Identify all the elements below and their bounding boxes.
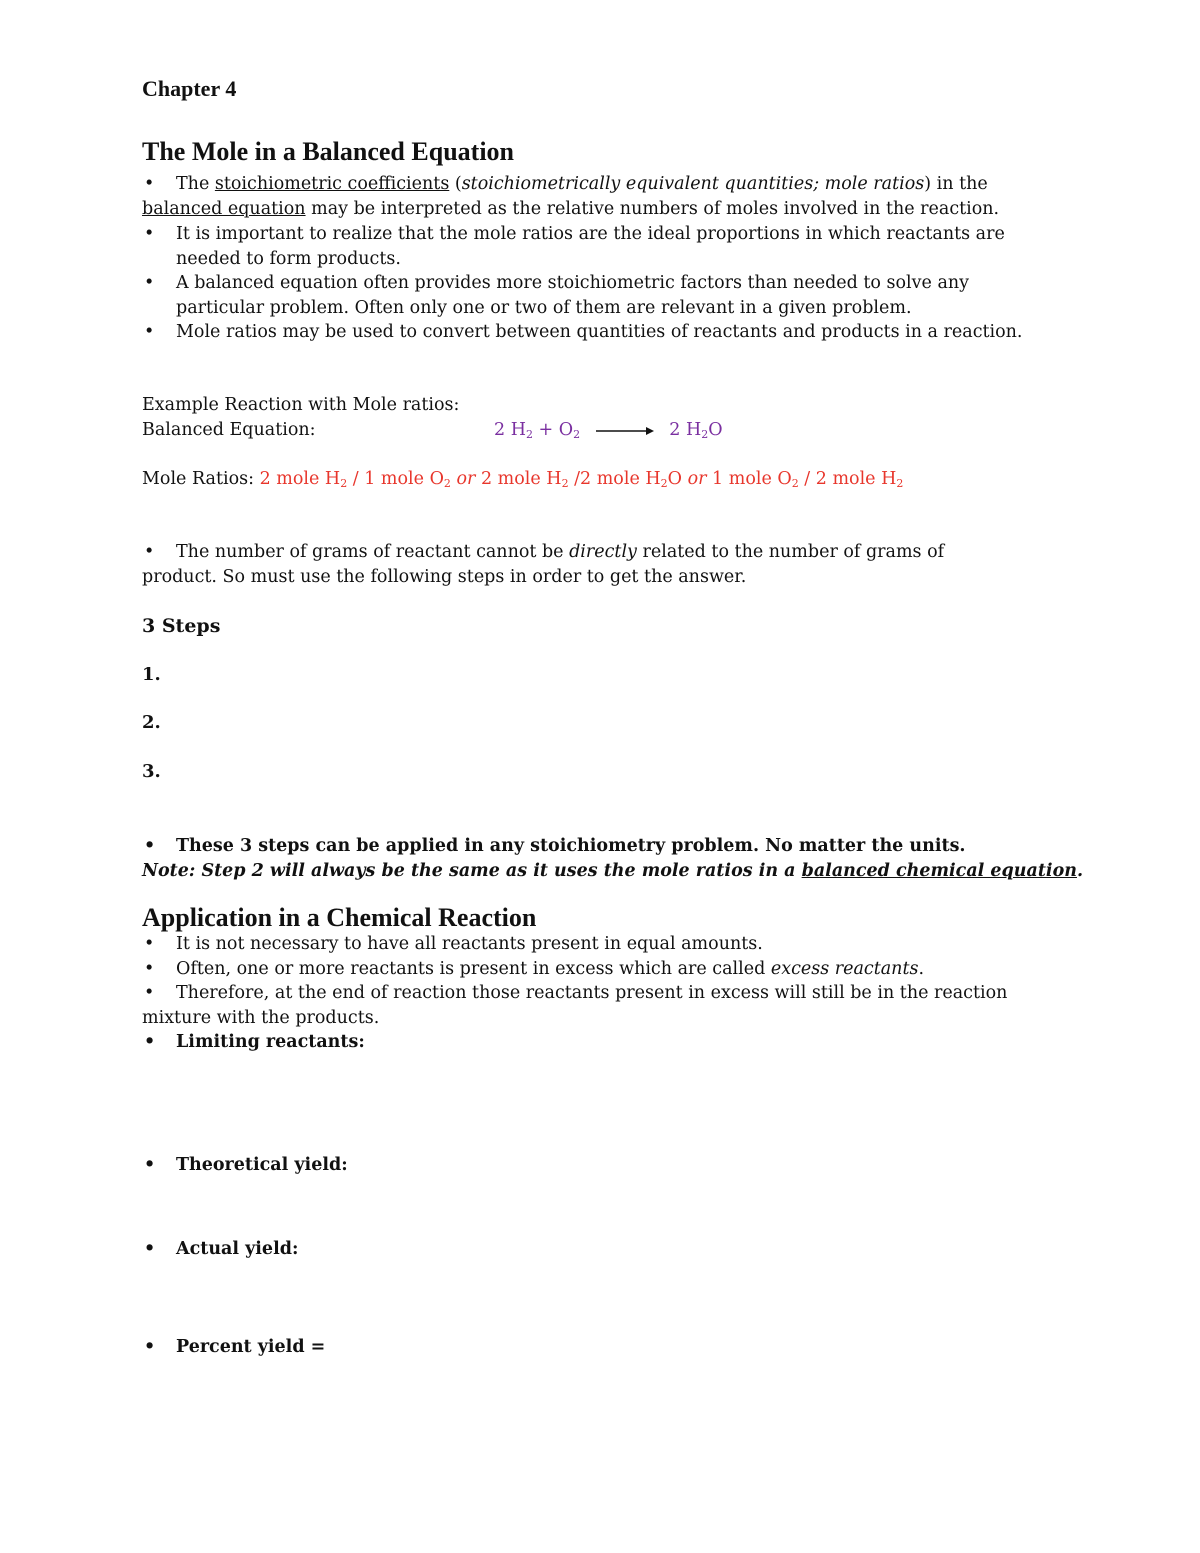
bullet-actual-yield: • Actual yield: <box>142 1237 1062 1262</box>
step2-note: Note: Step 2 will always be the same as it uses the mole ratios in a balanced chemical equation. <box>142 861 1084 881</box>
bullet-percent-yield: • Percent yield = <box>142 1335 1062 1360</box>
bullet-glyph: • <box>144 1239 156 1259</box>
grams-continuation: product. So must use the following steps in order to get the answer. <box>142 567 747 587</box>
bullet-limiting-reactants: • Limiting reactants: <box>142 1030 1062 1055</box>
bullet-glyph: • <box>144 542 155 562</box>
section-title-application: Application in a Chemical Reaction <box>142 903 537 932</box>
bullet-glyph: • <box>144 1337 156 1357</box>
bullet-glyph: • <box>144 174 155 194</box>
section-title-mole: The Mole in a Balanced Equation <box>142 137 514 166</box>
reaction-arrow-icon <box>596 425 656 437</box>
example-heading: Example Reaction with Mole ratios: <box>142 395 460 415</box>
bullet-mole-ratios-convert: • Mole ratios may be used to convert between quantities of reactants and products in a reaction. <box>142 320 1062 345</box>
balanced-equation: 2 $H_2 + O_2$ 2 $H_2O$ <box>494 420 723 441</box>
chapter-heading: Chapter 4 <box>142 76 237 101</box>
bullet-therefore-excess: • Therefore, at the end of reaction those reactants present in excess will still be in the reaction <box>142 981 1062 1006</box>
bullet-glyph: • <box>144 1032 156 1052</box>
bullet-not-necessary-equal: • It is not necessary to have all reactants present in equal amounts. <box>142 932 1062 957</box>
balanced-equation-label: Balanced Equation: <box>142 420 316 440</box>
bullet-glyph: • <box>144 934 155 954</box>
bullet-glyph: • <box>144 322 155 342</box>
bullet-stoichiometric-coefficients: • The stoichiometric coefficients (stoichiometrically equivalent quantities; mole ratios) in the <box>142 172 1062 197</box>
bullet-mole-ratios-ideal: • It is important to realize that the mole ratios are the ideal proportions in which reactants are needed to form products. <box>144 224 1005 269</box>
bullet-glyph: • <box>144 224 155 244</box>
mole-ratios-line: Mole Ratios: 2 mole $H_2 / 1$ mole $O_2$ or 2 mole $H_2$ /2 mole $H_2O$ or 1 mole $O_2 / 2$ mole $H_2$ <box>142 469 904 490</box>
bullet-steps-applied: • These 3 steps can be applied in any stoichiometry problem. No matter the units. <box>142 834 1062 859</box>
bullet-stoichiometric-factors: • A balanced equation often provides more stoichiometric factors than needed to solve any particular problem. Often only one or two of them are relevant in a given problem. <box>144 273 970 318</box>
bullet-glyph: • <box>144 273 155 293</box>
bullet-glyph: • <box>144 959 155 979</box>
bullet-glyph: • <box>144 1155 156 1175</box>
step-3: 3. <box>142 761 161 782</box>
bullet-excess-reactants: • Often, one or more reactants is present in excess which are called excess reactants. <box>142 957 1062 982</box>
term-balanced-equation: balanced equation <box>142 199 306 219</box>
bullet1-continuation: balanced equation may be interpreted as the relative numbers of moles involved in the reaction. <box>142 199 1000 219</box>
therefore-continuation: mixture with the products. <box>142 1008 380 1028</box>
bullet-glyph: • <box>144 983 155 1003</box>
term-balanced-chemical-equation: balanced chemical equation <box>801 861 1077 881</box>
step-1: 1. <box>142 664 161 685</box>
bullet-grams-not-related: • The number of grams of reactant cannot be directly related to the number of grams of <box>142 540 1062 565</box>
bullet-glyph: • <box>144 836 156 856</box>
step-2: 2. <box>142 712 161 733</box>
steps-title: 3 Steps <box>142 615 221 637</box>
bullet-theoretical-yield: • Theoretical yield: <box>142 1153 1062 1178</box>
term-stoichiometric-coefficients: stoichiometric coefficients <box>214 174 450 194</box>
